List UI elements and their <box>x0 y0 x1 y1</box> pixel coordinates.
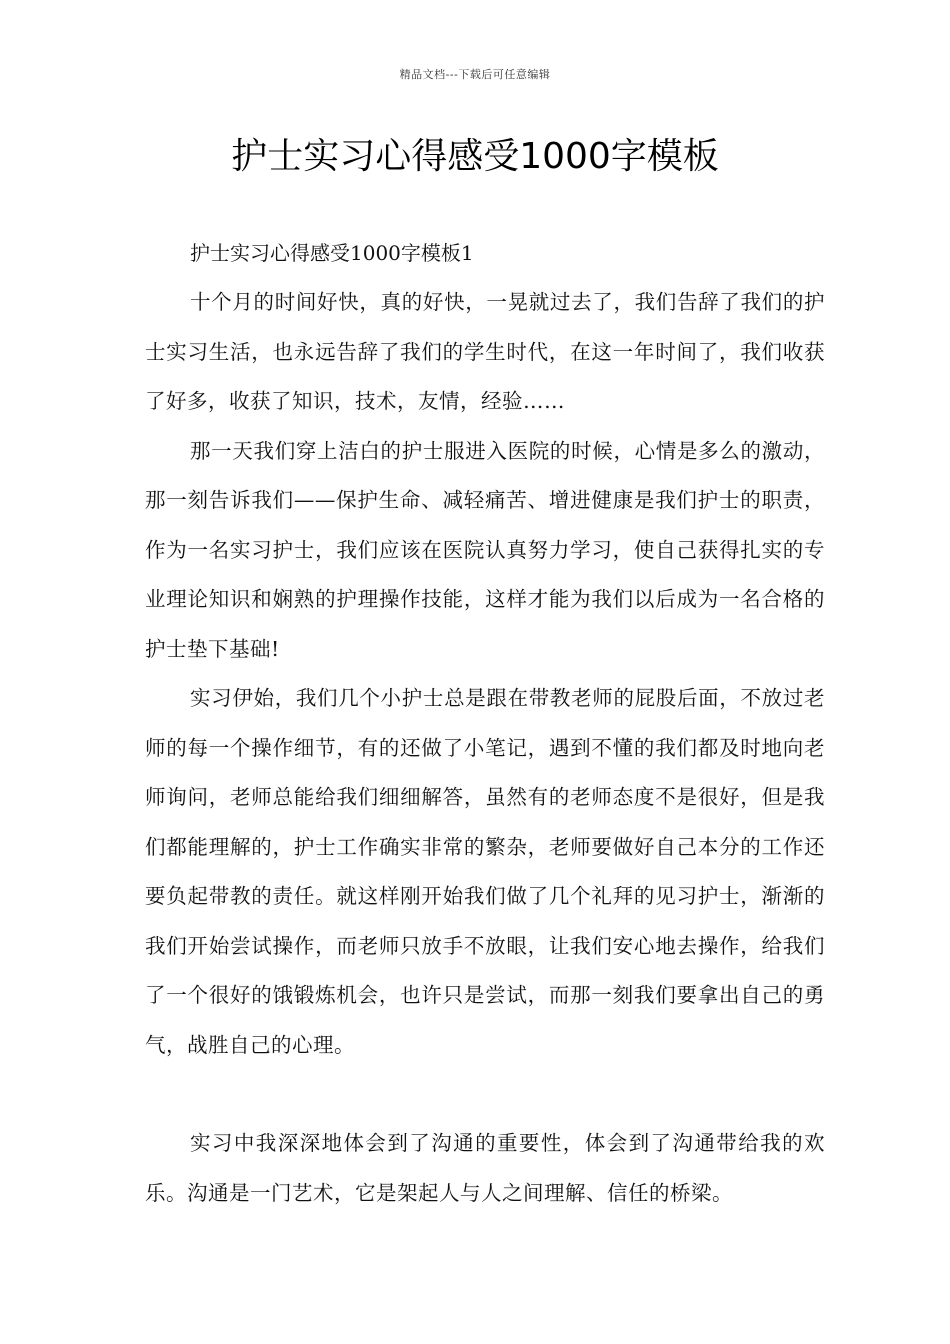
paragraph-1: 十个月的时间好快，真的好快，一晃就过去了，我们告辞了我们的护士实习生活，也永远告辞了我们的学生时代，在这一年时间了，我们收获了好多，收获了知识，技术，友情，经验…… <box>145 290 825 413</box>
header-note: 精品文档---下载后可任意编辑 <box>399 68 551 81</box>
paragraph-3: 实习伊始，我们几个小护士总是跟在带教老师的屁股后面，不放过老师的每一个操作细节，有的还做了小笔记，遇到不懂的我们都及时地向老师询问，老师总能给我们细细解答，虽然有的老师态度不是很好，但是我们都能理解的，护士工作确实非常的繁杂，老师要做好自己本分的工作还要负起带教的责任。就这样刚开始我们做了几个礼拜的见习护士，渐渐的我们开始尝试操作，而老师只放手不放眼，让我们安心地去操作，给我们了一个很好的饿锻炼机会，也许只是尝试，而那一刻我们要拿出自己的勇气，战胜自己的心理。 <box>145 686 825 1057</box>
paragraph-4: 实习中我深深地体会到了沟通的重要性，体会到了沟通带给我的欢乐。沟通是一门艺术，它是架起人与人之间理解、信任的桥梁。 <box>145 1131 825 1205</box>
paragraph-2: 那一天我们穿上洁白的护士服进入医院的时候，心情是多么的激动，那一刻告诉我们——保护生命、减轻痛苦、增进健康是我们护士的职责，作为一名实习护士，我们应该在医院认真努力学习，使自己获得扎实的专业理论知识和娴熟的护理操作技能，这样才能为我们以后成为一名合格的护士垫下基础! <box>145 438 825 661</box>
document-body <box>145 229 825 1218</box>
section-heading: 护士实习心得感受1000字模板1 <box>190 241 474 265</box>
document-title: 护士实习心得感受1000字模板 <box>231 136 719 177</box>
